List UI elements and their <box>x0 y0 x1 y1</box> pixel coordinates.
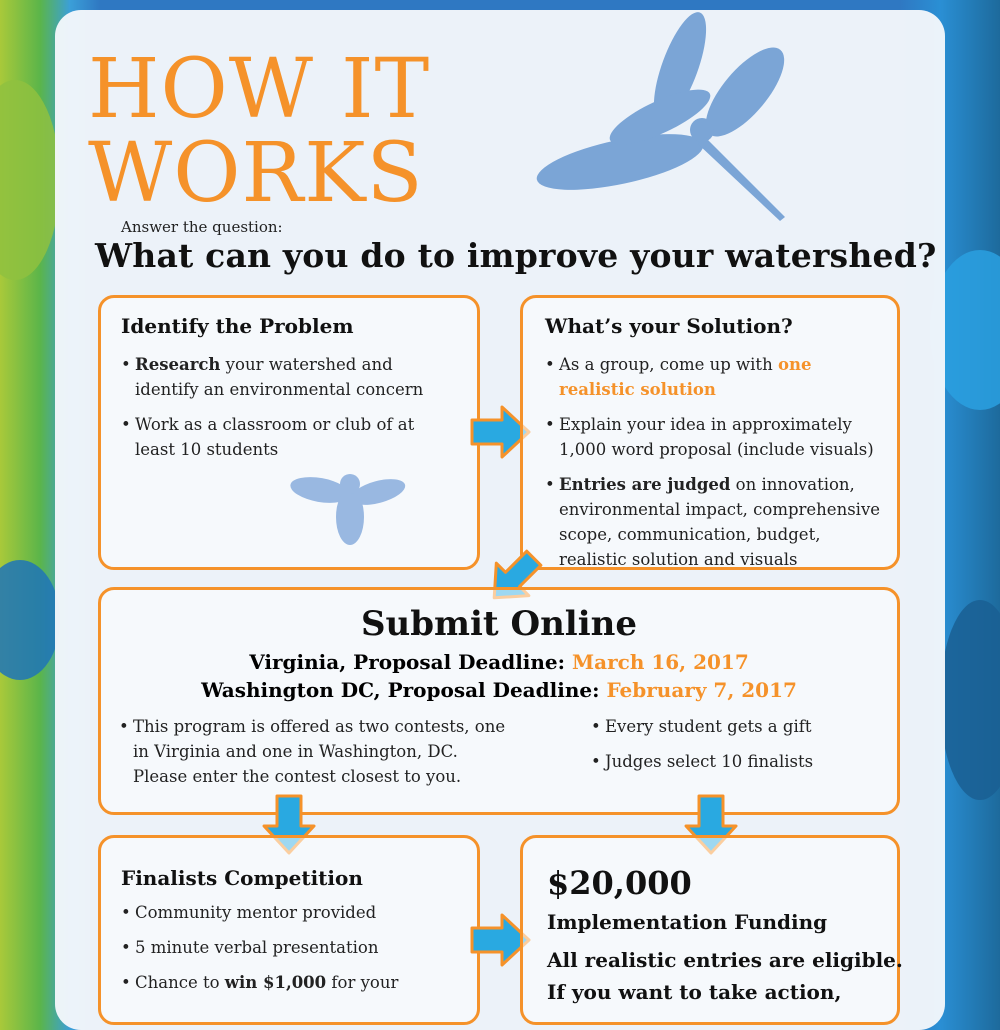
finalists-heading: Finalists Competition <box>121 866 363 890</box>
identify-heading: Identify the Problem <box>121 314 354 338</box>
funding-amount: $20,000 <box>547 864 692 902</box>
solution-heading: What’s your Solution? <box>545 314 793 338</box>
background-splash <box>0 560 60 680</box>
page-title: HOW IT WORKS <box>88 42 431 221</box>
virginia-deadline: Virginia, Proposal Deadline: March 16, 2017 <box>249 650 749 674</box>
background-splash <box>940 600 1000 800</box>
identify-problem-card <box>98 295 480 570</box>
funding-label: Implementation Funding <box>547 910 828 934</box>
bee-icon <box>290 462 410 552</box>
list-item: • Work as a classroom or club of at least 10 students <box>121 412 459 462</box>
solution-card <box>520 295 900 570</box>
list-item: • This program is offered as two contests, one in Virginia and one in Washington, DC. Please enter the contest closest to you. <box>119 714 509 789</box>
list-item: • Explain your idea in approximately 1,000 word proposal (include visuals) <box>545 412 883 462</box>
funding-card <box>520 835 903 1025</box>
list-item: • Community mentor provided <box>121 900 459 925</box>
list-item: • As a group, come up with one realistic solution <box>545 352 883 402</box>
dragonfly-icon <box>530 12 800 222</box>
intro-text: Answer the question: <box>121 218 283 236</box>
list-item: • Chance to win $1,000 for your <box>121 970 459 995</box>
list-item: • Research your watershed and identify an environmental concern <box>121 352 459 402</box>
submit-heading: Submit Online <box>360 604 637 644</box>
list-item: • Judges select 10 finalists <box>591 749 871 774</box>
dc-deadline: Washington DC, Proposal Deadline: February 7, 2017 <box>201 678 797 702</box>
main-question: What can you do to improve your watershed? <box>95 236 937 275</box>
funding-line: If you want to take action, <box>547 980 842 1004</box>
list-item: • 5 minute verbal presentation <box>121 935 459 960</box>
list-item: • Every student gets a gift <box>591 714 871 739</box>
background-splash <box>0 80 60 280</box>
list-item: • Entries are judged on innovation, environmental impact, comprehensive scope, communication, budget, realistic solution and visuals <box>545 472 883 572</box>
funding-line: All realistic entries are eligible. <box>547 948 903 972</box>
submit-online-card <box>98 587 900 815</box>
finalists-card <box>98 835 480 1025</box>
